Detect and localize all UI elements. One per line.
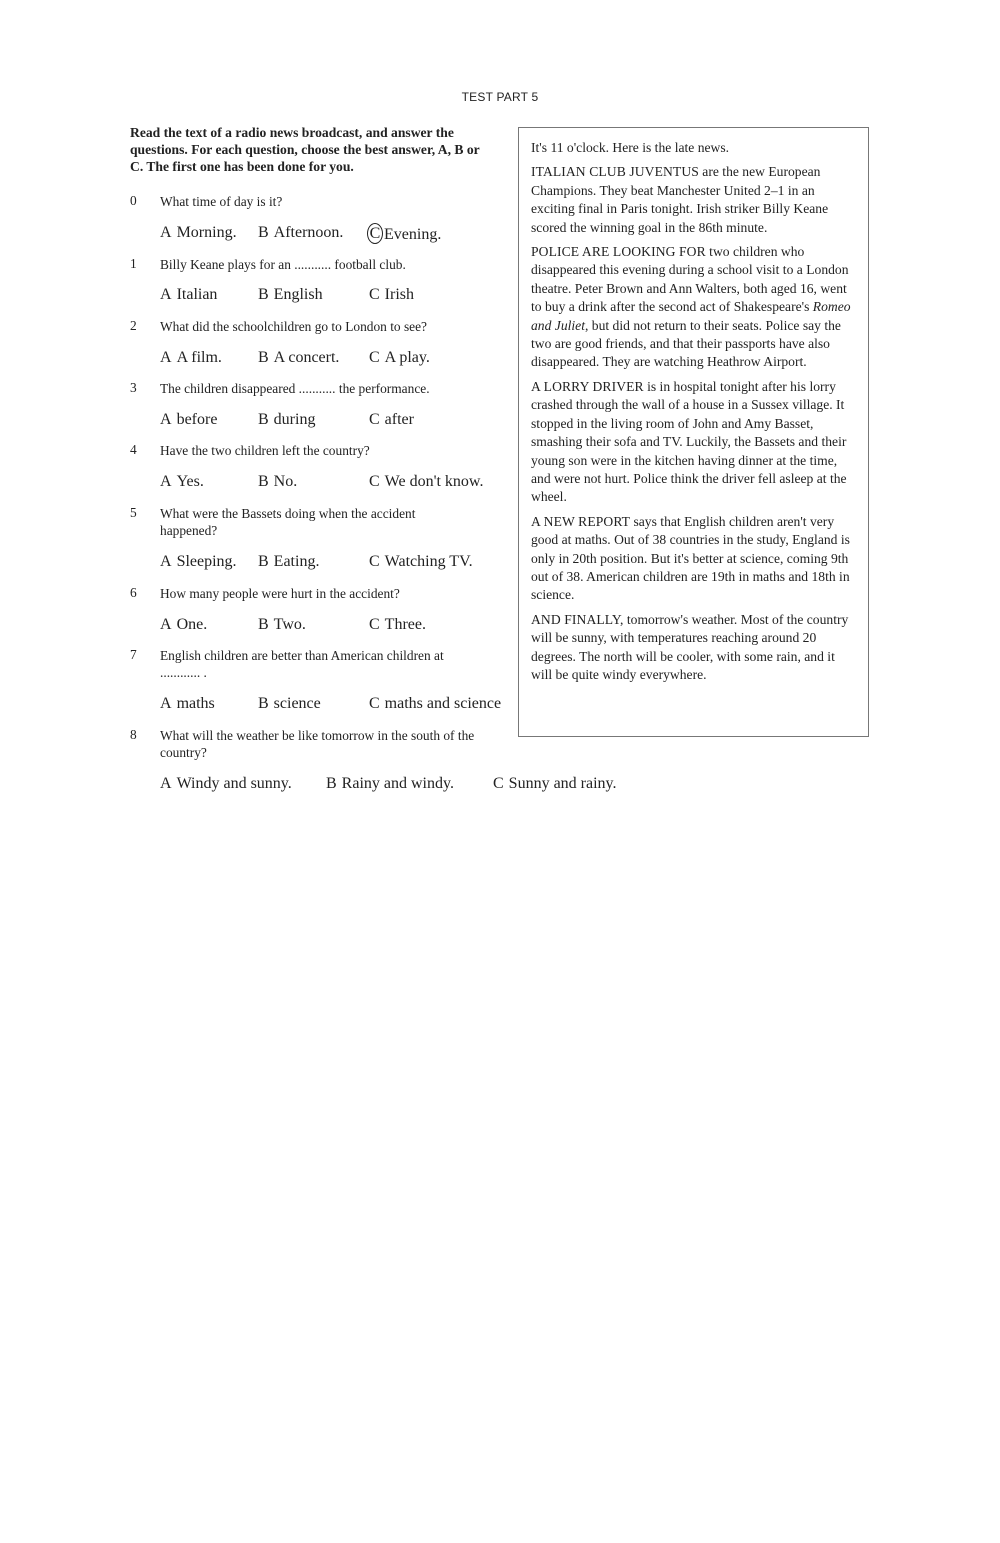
question-number: 4 [130, 442, 137, 457]
option-c[interactable]: C Sunny and rainy. [493, 775, 617, 792]
news-broadcast-box [518, 127, 869, 737]
option-a[interactable]: A Sleeping. [160, 553, 237, 570]
option-c-selected[interactable]: C Evening. [370, 224, 441, 245]
question-text: English children are better than American children at ............ . [160, 648, 444, 680]
question-text: How many people were hurt in the accident? [160, 586, 400, 601]
news-item-weather: AND FINALLY, tomorrow's weather. Most of the country will be sunny, with temperatures reaching around 20 degrees. The north will be cooler, with some rain, and it will be quite windy everywhere. [531, 611, 849, 682]
option-b[interactable]: B Afternoon. [258, 224, 344, 241]
option-c[interactable]: C maths and science [369, 695, 502, 712]
option-b[interactable]: B during [258, 411, 316, 428]
option-b[interactable]: B Two. [258, 616, 306, 633]
question-text: The children disappeared ........... the performance. [160, 381, 430, 396]
question-text: What were the Bassets doing when the accident happened? [160, 506, 416, 538]
option-a[interactable]: A maths [160, 695, 215, 712]
question-text: What will the weather be like tomorrow in the south of the country? [160, 728, 475, 760]
option-a[interactable]: A Windy and sunny. [160, 775, 292, 792]
options-8 [160, 775, 640, 793]
news-item-report: A NEW REPORT says that English children aren't very good at maths. Out of 38 countries in the study, England is only in 20th position. But it's better at science, coming 9th out of 38. American children are 19th in maths and 18th in science. [531, 513, 850, 603]
instructions: Read the text of a radio news broadcast, and answer the questions. For each question, choose the best answer, A, B or C. The first one has been done for you. [130, 125, 480, 174]
option-c[interactable]: C A play. [369, 349, 430, 366]
question-number: 7 [130, 647, 137, 662]
option-a[interactable]: A Italian [160, 286, 218, 303]
option-b[interactable]: B No. [258, 473, 298, 490]
question-number: 2 [130, 318, 137, 333]
page-title: TEST PART 5 [461, 90, 539, 104]
news-intro: It's 11 o'clock. Here is the late news. [531, 140, 730, 155]
option-c[interactable]: C after [369, 411, 414, 428]
option-a[interactable]: A before [160, 411, 218, 428]
option-b[interactable]: B science [258, 695, 321, 712]
option-a[interactable]: A Morning. [160, 224, 237, 241]
option-b[interactable]: B English [258, 286, 323, 303]
question-number: 5 [130, 505, 137, 520]
option-a[interactable]: A A film. [160, 349, 222, 366]
option-b[interactable]: B Eating. [258, 553, 320, 570]
question-text: Billy Keane plays for an ........... football club. [160, 257, 406, 272]
question-number: 0 [130, 193, 137, 208]
option-c[interactable]: C Three. [369, 616, 426, 633]
option-a[interactable]: A Yes. [160, 473, 204, 490]
option-b[interactable]: B Rainy and windy. [326, 775, 454, 792]
question-number: 1 [130, 256, 137, 271]
answer-circle: C [367, 223, 383, 244]
question-number: 8 [130, 727, 137, 742]
news-item-lorry: A LORRY DRIVER is in hospital tonight after his lorry crashed through the wall of a house in a Sussex village. It stopped in the living room of John and Amy Basset, smashing their sofa and TV. Luckily, the Bassets and their young son were in the kitchen having dinner at the time, and were not hurt. Police think the driver fell asleep at the wheel. [531, 378, 847, 505]
question-text: What time of day is it? [160, 194, 283, 209]
option-c[interactable]: C We don't know. [369, 473, 484, 490]
question-text: Have the two children left the country? [160, 443, 370, 458]
question-number: 6 [130, 585, 137, 600]
option-c[interactable]: C Watching TV. [369, 553, 473, 570]
option-b[interactable]: B A concert. [258, 349, 340, 366]
news-item-juventus: ITALIAN CLUB JUVENTUS are the new European Champions. They beat Manchester United 2–1 in an exciting final in Paris tonight. Irish striker Billy Keane scored the winning goal in the 86th minute. [531, 164, 829, 235]
option-a[interactable]: A One. [160, 616, 208, 633]
question-number: 3 [130, 380, 137, 395]
option-c[interactable]: C Irish [369, 286, 414, 303]
news-item-police: POLICE ARE LOOKING FOR two children who disappeared this evening during a school visit to a London theatre. Peter Brown and Ann Walters, both aged 16, went to buy a drink after the second act of Shakespeare's Romeo and Juliet, but did not return to their seats. Police say the two are good friends, and that their passports have also disappeared. They are watching Heathrow Airport. [531, 244, 851, 370]
question-text: What did the schoolchildren go to London to see? [160, 319, 428, 334]
